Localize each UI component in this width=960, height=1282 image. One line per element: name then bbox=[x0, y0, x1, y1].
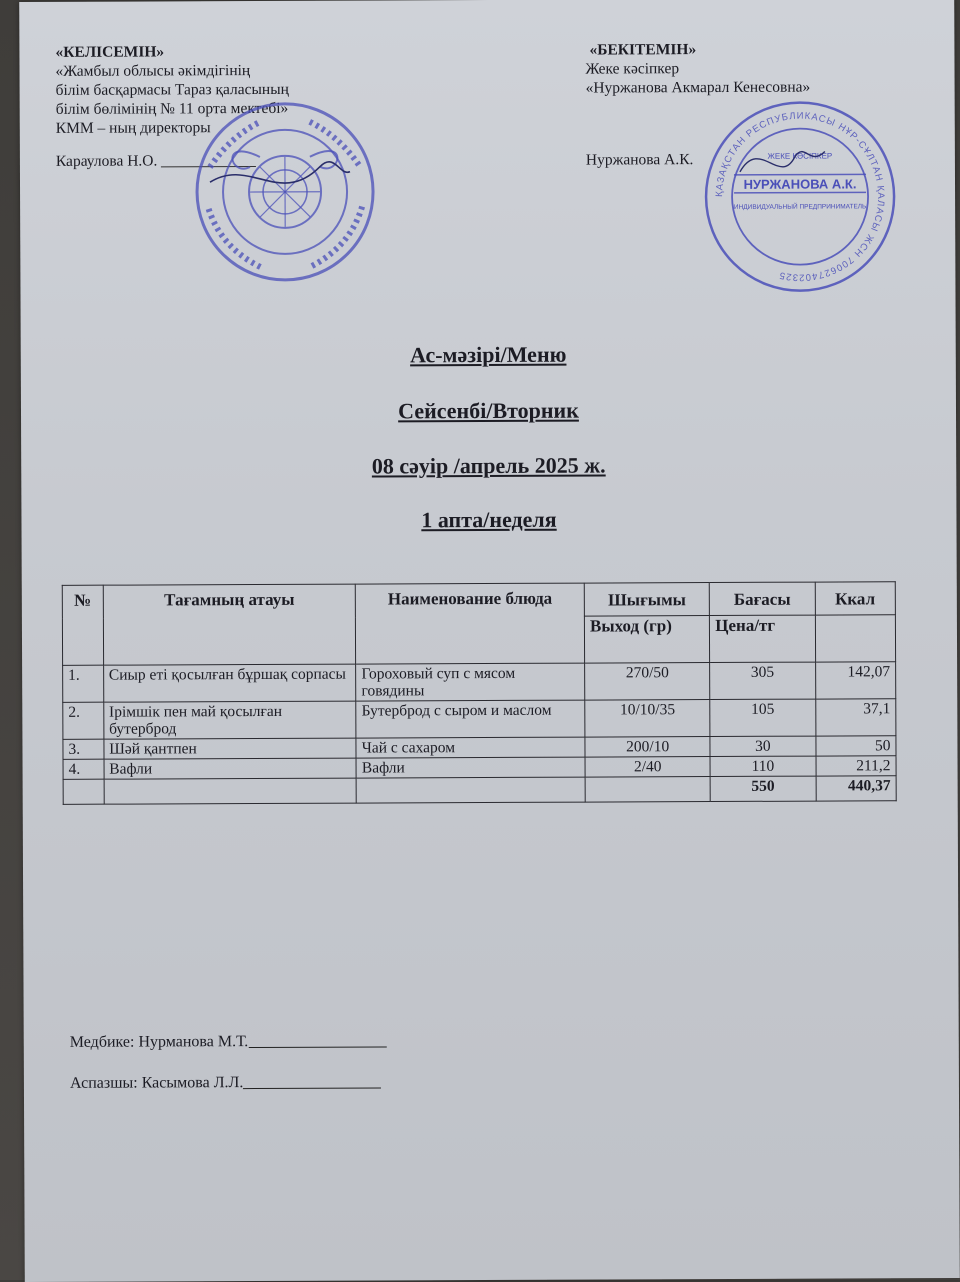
approval-left-title: «КЕЛІСЕМІН» bbox=[55, 42, 288, 62]
stamp-center-text: НУРЖАНОВА А.К. bbox=[744, 176, 857, 191]
row-name-ru: Гороховый суп с мясом говядины bbox=[356, 663, 585, 701]
row-kcal: 142,07 bbox=[815, 662, 896, 699]
approval-left-line: білім бөлімінің № 11 орта мектебі» bbox=[56, 99, 289, 119]
document-sheet bbox=[19, 0, 960, 1282]
row-price: 305 bbox=[710, 662, 815, 699]
row-name-kz: Сиыр еті қосылған бұршақ сорпасы bbox=[103, 664, 356, 702]
row-num: 3. bbox=[63, 739, 104, 759]
total-empty bbox=[585, 777, 710, 803]
row-price: 30 bbox=[710, 736, 815, 756]
approval-right-signer: Нуржанова А.К. bbox=[586, 150, 811, 170]
row-kcal: 211,2 bbox=[816, 756, 897, 776]
row-kcal: 50 bbox=[815, 736, 896, 756]
col-header-name-kz: Тағамның атауы bbox=[103, 584, 356, 665]
school-seal-stamp bbox=[190, 96, 381, 287]
total-kcal: 440,37 bbox=[816, 776, 897, 801]
menu-table bbox=[62, 581, 897, 805]
row-yield: 200/10 bbox=[585, 737, 710, 758]
day-title: Сейсенбі/Вторник bbox=[21, 396, 956, 426]
col-subheader-yield-ru: Выход (гр) bbox=[584, 616, 709, 664]
table-total-row bbox=[63, 776, 896, 805]
approval-left-line: білім басқармасы Тараз қаласының bbox=[56, 80, 289, 100]
row-kcal: 37,1 bbox=[815, 699, 896, 736]
table-row bbox=[63, 662, 896, 703]
stamp-ring-text: ҚАЗАҚСТАН РЕСПУБЛИКАСЫ НҰР-СҰЛТАН ҚАЛАСЫ ЖСН 700627402325 bbox=[714, 110, 887, 283]
col-subheader-price-ru: Цена/тг bbox=[710, 615, 815, 662]
row-name-kz: Вафли bbox=[104, 758, 357, 779]
approval-left-line: «Жамбыл облысы әкімдігінің bbox=[55, 61, 288, 81]
row-price: 105 bbox=[710, 699, 815, 736]
menu-title: Ас-мәзірі/Меню bbox=[21, 340, 956, 370]
col-header-kcal: Ккал bbox=[815, 582, 896, 615]
col-header-num: № bbox=[62, 585, 103, 665]
row-yield: 270/50 bbox=[585, 663, 710, 701]
col-subheader-empty bbox=[815, 615, 896, 662]
approval-right-line: «Нуржанова Акмарал Кенесовна» bbox=[586, 78, 811, 98]
svg-text:ҚАЗАҚСТАН РЕСПУБЛИКАСЫ НҰР-СҰЛ bbox=[714, 110, 887, 283]
cook-signature-row bbox=[70, 1073, 382, 1092]
total-empty bbox=[356, 777, 585, 803]
total-empty bbox=[104, 778, 357, 804]
row-price: 110 bbox=[710, 756, 815, 776]
week-title: 1 апта/неделя bbox=[21, 505, 956, 535]
approval-left-line: КММ – ның директоры bbox=[56, 118, 289, 138]
row-yield: 2/40 bbox=[585, 757, 710, 778]
medic-signature-row bbox=[70, 1032, 387, 1051]
row-name-kz: Ірімшік пен май қосылған бутерброд bbox=[103, 701, 356, 739]
row-num: 4. bbox=[63, 759, 104, 779]
row-yield: 10/10/35 bbox=[585, 700, 710, 738]
entrepreneur-stamp bbox=[700, 96, 901, 297]
col-header-price-kz: Бағасы bbox=[710, 582, 815, 615]
row-num: 2. bbox=[63, 702, 104, 739]
approval-right-title: «БЕКІТЕМІН» bbox=[589, 40, 810, 60]
stamp-bottom-text: ИНДИВИДУАЛЬНЫЙ ПРЕДПРИНИМАТЕЛЬ bbox=[734, 201, 866, 211]
cook-label: Аспазшы: Касымова Л.Л. bbox=[70, 1074, 244, 1092]
date-title: 08 сәуір /апрель 2025 ж. bbox=[21, 451, 956, 481]
col-header-yield-kz: Шығымы bbox=[584, 583, 709, 617]
row-num: 1. bbox=[63, 665, 104, 702]
table-row bbox=[63, 699, 896, 740]
approval-right-line: Жеке кәсіпкер bbox=[585, 59, 810, 79]
total-price: 550 bbox=[710, 776, 815, 801]
row-name-ru: Чай с сахаром bbox=[356, 737, 585, 758]
row-name-ru: Бутерброд с сыром и маслом bbox=[356, 700, 585, 738]
col-header-name-ru: Наименование блюда bbox=[356, 583, 585, 664]
signature-line bbox=[248, 1032, 386, 1048]
stamp-top-text: ЖЕКЕ КӘСІПКЕР bbox=[768, 151, 833, 160]
signature-line bbox=[243, 1073, 381, 1089]
medic-label: Медбике: Нурманова М.Т. bbox=[70, 1033, 249, 1051]
total-empty bbox=[63, 779, 104, 804]
row-name-ru: Вафли bbox=[356, 757, 585, 778]
row-name-kz: Шәй қантпен bbox=[104, 738, 357, 759]
approval-left-signer: Караулова Н.О. bbox=[56, 152, 157, 169]
table-header-row bbox=[62, 582, 895, 619]
